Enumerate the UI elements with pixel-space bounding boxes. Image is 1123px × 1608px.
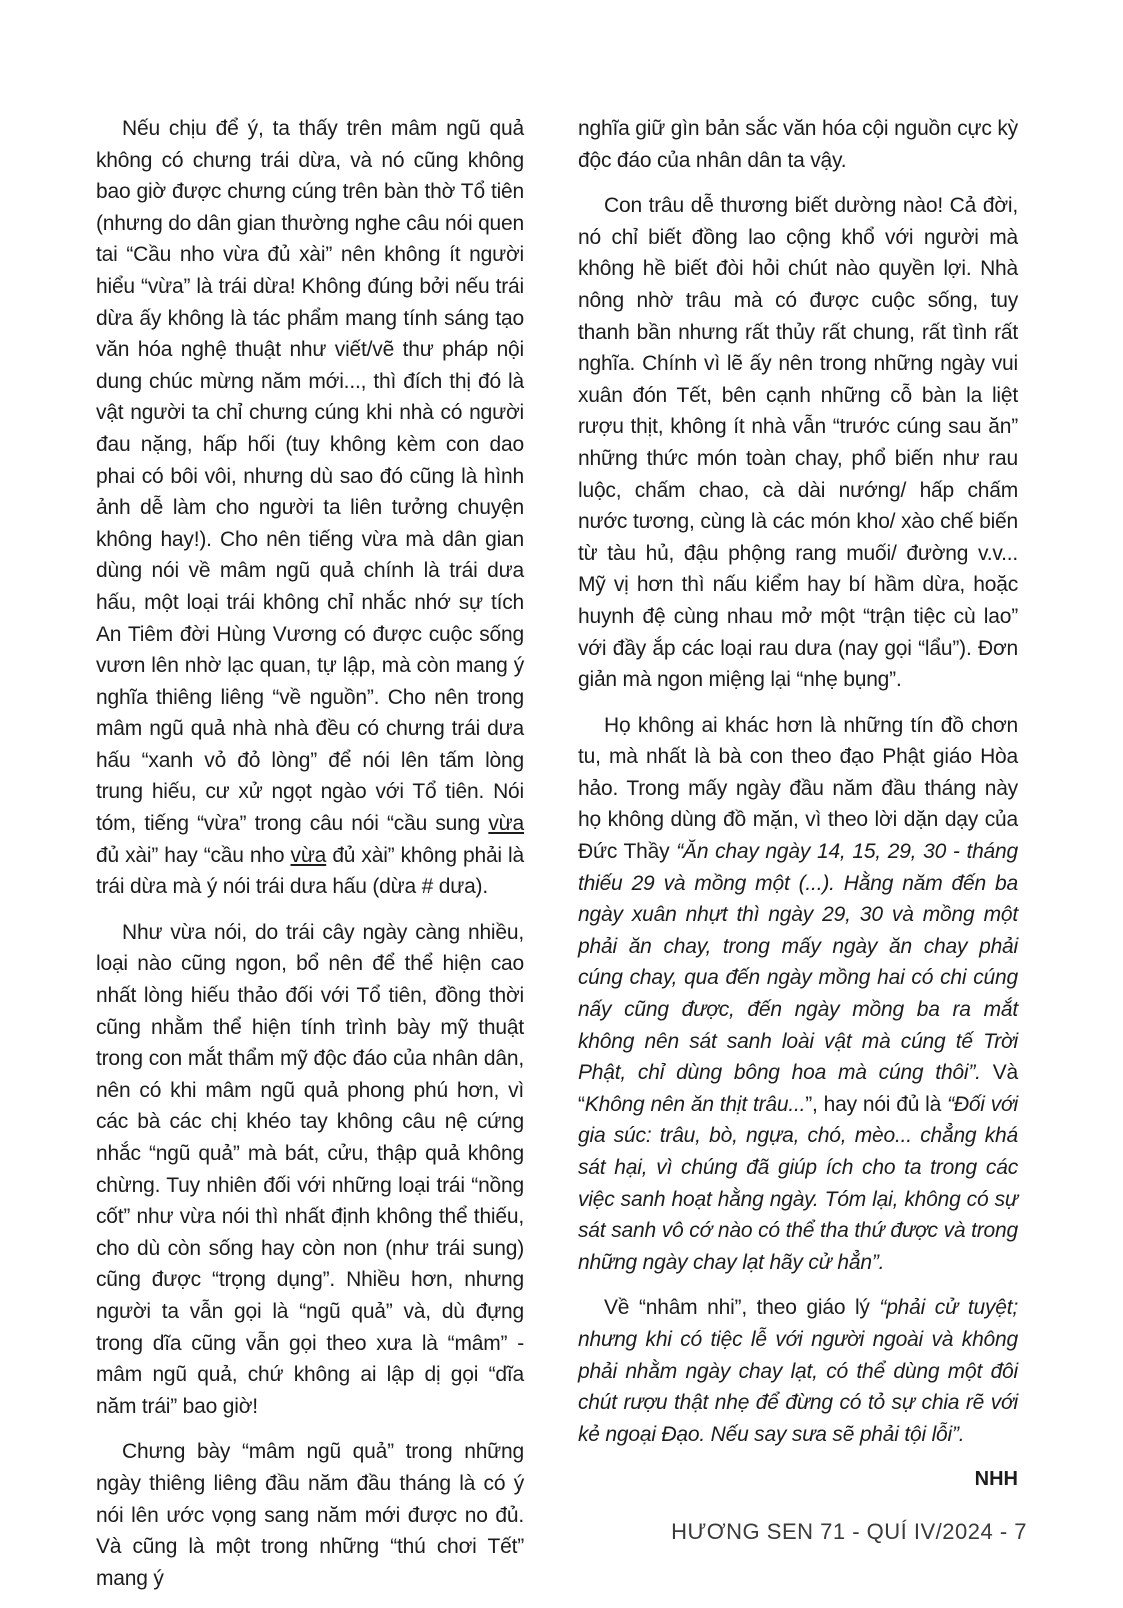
quote-text: Không nên ăn thịt trâu... — [584, 1092, 806, 1116]
paragraph: Con trâu dễ thương biết dường nào! Cả đời, nó chỉ biết đồng lao cộng khổ với người mà không hề biết đòi hỏi chút nào quyền lợi. Nhà nông nhờ trâu mà có được cuộc sống, tuy thanh bần nhưng rất thủy rất chung, rất tình rất nghĩa. Chính vì lẽ ấy nên trong những ngày vui xuân đón Tết, bên cạnh những cỗ bàn la liệt rượu thịt, không ít nhà vẫn “trước cúng sau ăn” những thức món toàn chay, phổ biến như rau luộc, chấm chao, cà dài nướng/ hấp chấm nước tương, cùng là các món kho/ xào chế biến từ tàu hủ, đậu phộng rang muối/ đường v.v... Mỹ vị hơn thì nấu kiểm hay bí hầm dừa, hoặc huynh đệ cùng nhau mở một “trận tiệc cù lao” với đầy ắp các loại rau dưa (nay gọi “lẩu”). Đơn giản mà ngon miệng lại “nhẹ bụng”. — [578, 194, 1018, 692]
paragraph-text: Và “ — [578, 1061, 1018, 1116]
paragraph — [578, 710, 1018, 1279]
right-column — [578, 113, 1018, 1464]
quote-text: “Đối với gia súc: trâu, bò, ngựa, chó, mèo... chẳng khá sát hại, vì chúng đã giúp ích cho ta trong các việc sanh hoạt hằng ngày. Tóm lại, không có sự sát sanh vô cớ nào có thể tha thứ được và trong những ngày chay lạt hãy cử hẳn”. — [578, 1092, 1018, 1274]
underlined-word: vừa — [488, 812, 524, 836]
paragraph — [578, 1292, 1018, 1450]
page-footer: HƯƠNG SEN 71 - QUÍ IV/2024 - 7 — [671, 1519, 1027, 1544]
paragraph-text: Họ không ai khác hơn là những tín đồ chơn tu, mà nhất là bà con theo đạo Phật giáo Hòa hảo. Trong mấy ngày đầu năm đầu tháng này họ không dùng đồ mặn, vì theo lời dặn dạy của Đức Thầy — [578, 713, 1018, 864]
paragraph: Như vừa nói, do trái cây ngày càng nhiều, loại nào cũng ngon, bổ nên để thể hiện cao nhất lòng hiếu thảo đối với Tổ tiên, đồng thời cũng nhằm thể hiện tính trình bày mỹ thuật trong con mắt thẩm mỹ độc đáo của nhân dân, nên có khi mâm ngũ quả phong phú hơn, vì các bà các chị khéo tay không câu nệ cứng nhắc “ngũ quả” mà bát, cửu, thập quả không chừng. Tuy nhiên đối với những loại trái “nồng cốt” như vừa nói thì nhất định không thể thiếu, cho dù còn sống hay còn non (như trái sung) cũng được “trọng dụng”. Nhiều hơn, nhưng người ta vẫn gọi là “ngũ quả” và, dù đựng trong dĩa cũng vẫn gọi theo xưa là “mâm” - mâm ngũ quả, chứ không ai lập dị gọi “dĩa năm trái” bao giờ! — [96, 920, 524, 1418]
paragraph-text: Nếu chịu để ý, ta thấy trên mâm ngũ quả không có chưng trái dừa, và nó cũng không bao giờ được chưng cúng trên bàn thờ Tổ tiên (nhưng do dân gian thường nghe câu nói quen tai “Cầu nho vừa đủ xài” nên không ít người hiểu “vừa” là trái dừa! Không đúng bởi nếu trái dừa ấy không là tác phẩm mang tính sáng tạo văn hóa nghệ thuật như viết/vẽ thư pháp nội dung chúc mừng năm mới..., thì đích thị đó là vật người ta chỉ chưng cúng khi nhà có người đau nặng, hấp hối (tuy không kèm con dao phai có bôi vôi, nhưng dù sao đó cũng là hình ảnh dễ làm cho người ta liên tưởng chuyện không hay!). Cho nên tiếng vừa mà dân gian dùng nói về mâm ngũ quả chính là trái dưa hấu, một loại trái không chỉ nhắc nhớ sự tích An Tiêm đời Hùng Vương có được cuộc sống vươn lên nhờ lạc quan, tự lập, mà còn mang ý nghĩa thiêng liêng “về nguồn”. Cho nên trong mâm ngũ quả nhà nhà đều có chưng trái dưa hấu “xanh vỏ đỏ lòng” để nói lên tấm lòng trung hiếu, cư xử ngọt ngào với Tổ tiên. Nói tóm, tiếng “vừa” trong câu nói “cầu sung — [96, 117, 524, 836]
paragraph-text: Về “nhâm nhi”, theo giáo lý — [604, 1296, 870, 1320]
author-signature: NHH — [974, 1468, 1018, 1490]
quote-text: “phải cử tuyệt; nhưng khi có tiệc lễ với người ngoài và không phải nhằm ngày chay lạt, có thể dùng một đôi chút rượu thật nhẹ để đừng có tỏ sự chia rẽ với kẻ ngoại Đạo. Nếu say sưa sẽ phải tội lỗi”. — [578, 1296, 1019, 1446]
paragraph-text: ”, hay nói đủ là — [805, 1092, 942, 1116]
underlined-word: vừa — [290, 843, 327, 867]
paragraph-text: đủ xài” không phải là trái dừa mà ý nói trái dưa hấu (dừa # dưa). — [96, 843, 524, 899]
paragraph — [96, 113, 524, 903]
paragraph-text: đủ xài” hay “cầu nho — [96, 843, 285, 867]
paragraph: Chưng bày “mâm ngũ quả” trong những ngày thiêng liêng đầu năm đầu tháng là có ý nói lên ước vọng sang năm mới được no đủ. Và cũng là một trong những “thú chơi Tết” mang ý — [96, 1440, 524, 1590]
left-column — [96, 113, 524, 1608]
paragraph-continued: nghĩa giữ gìn bản sắc văn hóa cội nguồn cực kỳ độc đáo của nhân dân ta vậy. — [578, 117, 1018, 172]
quote-text: “Ăn chay ngày 14, 15, 29, 30 - tháng thiếu 29 và mồng một (...). Hằng năm đến ba ngày xuân nhựt thì ngày 29, 30 và mồng một phải ăn chay, trong mấy ngày ăn chay phải cúng chay, qua đến ngày mồng hai có chi cúng nấy cũng được, đến ngày mồng ba ra mắt không nên sát sanh loài vật mà cúng tế Trời Phật, chỉ dùng bông hoa mà cúng thôi”. — [578, 840, 1018, 1085]
